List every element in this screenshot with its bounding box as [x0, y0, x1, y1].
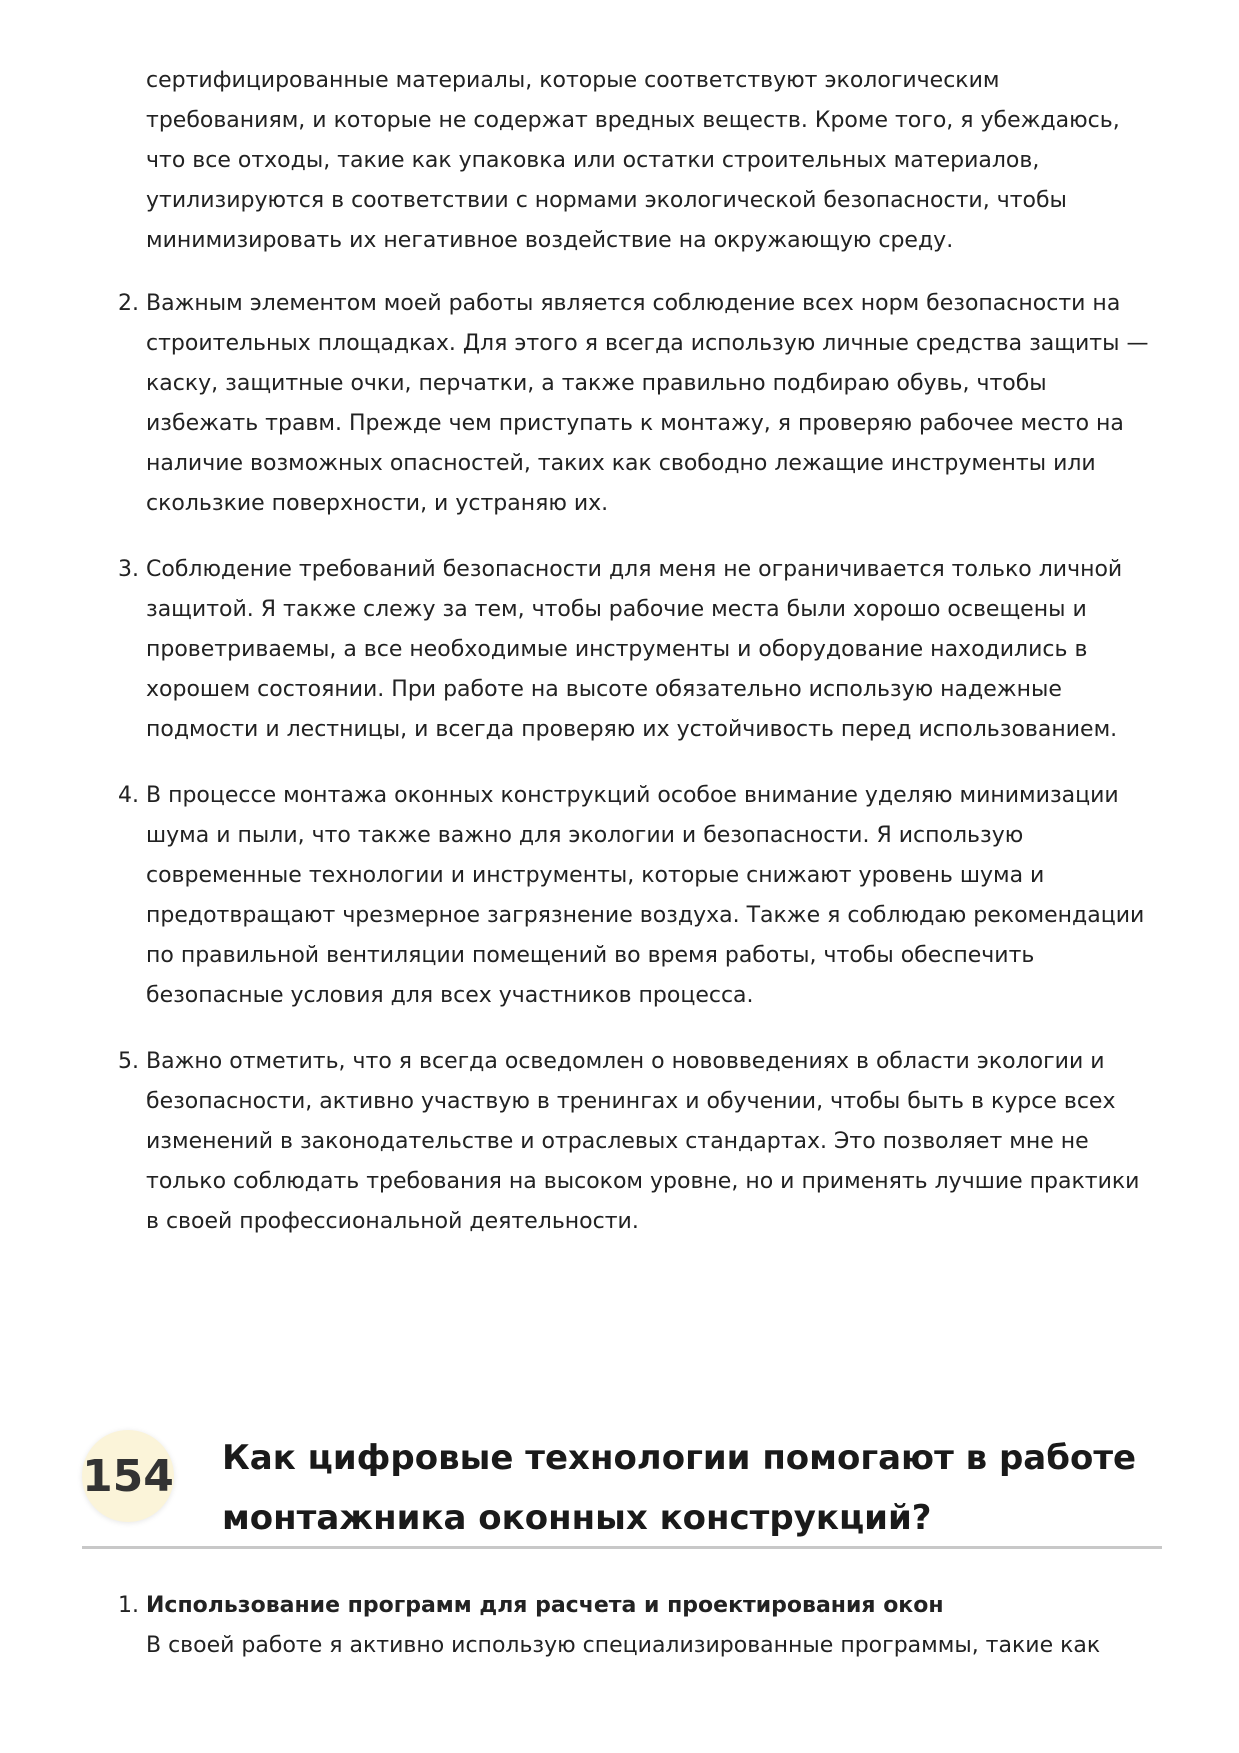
list-item-text: Важным элементом моей работы является соблюдение всех норм безопасности на строительных площадках. Для этого я всегда использую личные средства защиты — каску, защитные очки, перчатки, а также правильно подбираю обувь, чтобы избежать травм. Прежде чем приступать к монтажу, я проверяю рабочее место на наличие возможных опасностей, таких как свободно лежащие инструменты или скользкие поверхности, и устраняю их. — [146, 291, 1149, 516]
list-item-text: Соблюдение требований безопасности для меня не ограничивается только личной защитой. Я также слежу за тем, чтобы рабочие места были хорошо освещены и проветриваемы, а все необходимые инструменты и оборудование находились в хорошем состоянии. При работе на высоте обязательно использую надежные подмости и лестницы, и всегда проверяю их устойчивость перед использованием. — [146, 557, 1123, 742]
answer-item — [146, 1586, 1156, 1666]
list-item-number: 2. — [118, 291, 139, 316]
answer-item-text: В своей работе я активно использую специализированные программы, такие как — [146, 1633, 1101, 1658]
answer-item-heading: Использование программ для расчета и проектирования окон — [146, 1593, 944, 1618]
list-item-number: 4. — [118, 783, 139, 808]
intro-paragraph: сертифицированные материалы, которые соответствуют экологическим требованиям, и которые не содержат вредных веществ. Кроме того, я убеждаюсь, что все отходы, такие как упаковка или остатки строительных материалов, утилизируются в соответствии с нормами экологической безопасности, чтобы минимизировать их негативное воздействие на окружающую среду. — [146, 68, 1120, 253]
list-item-text: В процессе монтажа оконных конструкций особое внимание уделяю минимизации шума и пыли, что также важно для экологии и безопасности. Я использую современные технологии и инструменты, которые снижают уровень шума и предотвращают чрезмерное загрязнение воздуха. Также я соблюдаю рекомендации по правильной вентиляции помещений во время работы, чтобы обеспечить безопасные условия для всех участников процесса. — [146, 783, 1145, 1008]
list-item-number: 3. — [118, 557, 139, 582]
list-item-number: 5. — [118, 1049, 139, 1074]
answer-item-number: 1. — [118, 1593, 139, 1618]
question-title: Как цифровые технологии помогают в работе монтажника оконных конструкций? — [222, 1438, 1137, 1538]
question-number-badge: 154 — [82, 1430, 174, 1522]
question-header — [82, 1412, 1162, 1549]
list-item-text: Важно отметить, что я всегда осведомлен о нововведениях в области экологии и безопасности, активно участвую в тренингах и обучении, чтобы быть в курсе всех изменений в законодательстве и отраслевых стандартах. Это позволяет мне не только соблюдать требования на высоком уровне, но и применять лучшие практики в своей профессиональной деятельности. — [146, 1049, 1140, 1234]
